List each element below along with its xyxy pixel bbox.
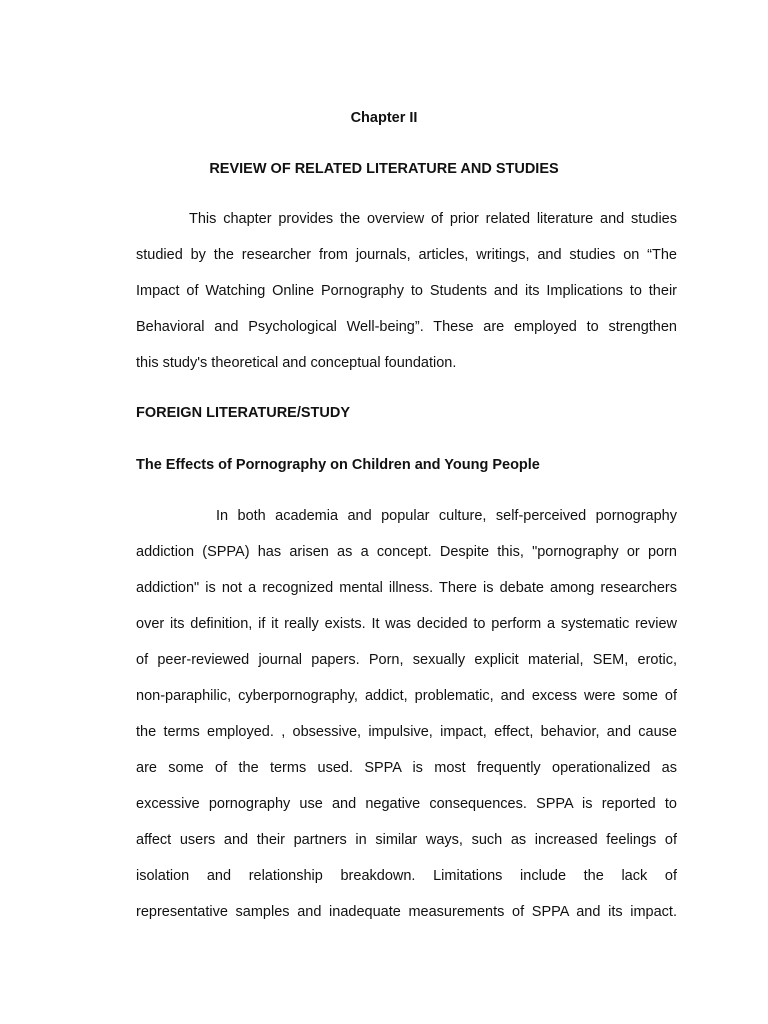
- body-line: the terms employed. , obsessive, impulsive, impact, effect, behavior, and cause: [136, 724, 677, 740]
- intro-line: Behavioral and Psychological Well-being”. These are employed to strengthen: [136, 319, 677, 335]
- body-line: affect users and their partners in similar ways, such as increased feelings of: [136, 832, 677, 848]
- intro-line: This chapter provides the overview of prior related literature and studies: [189, 211, 677, 227]
- body-line: addiction" is not a recognized mental illness. There is debate among researchers: [136, 580, 677, 596]
- body-line: of peer-reviewed journal papers. Porn, sexually explicit material, SEM, erotic,: [136, 652, 677, 668]
- body-line: In both academia and popular culture, self-perceived pornography: [216, 508, 677, 524]
- body-paragraph: [136, 506, 677, 938]
- body-line: isolation and relationship breakdown. Limitations include the lack of: [136, 868, 677, 884]
- subsection-heading: The Effects of Pornography on Children and Young People: [136, 457, 540, 473]
- body-line: are some of the terms used. SPPA is most frequently operationalized as: [136, 760, 677, 776]
- body-line: representative samples and inadequate measurements of SPPA and its impact.: [136, 904, 677, 920]
- intro-paragraph: [136, 209, 677, 389]
- intro-line: studied by the researcher from journals, articles, writings, and studies on “The: [136, 247, 677, 263]
- body-line: over its definition, if it really exists. It was decided to perform a systematic review: [136, 616, 677, 632]
- body-line: excessive pornography use and negative consequences. SPPA is reported to: [136, 796, 677, 812]
- intro-line: Impact of Watching Online Pornography to Students and its Implications to their: [136, 283, 677, 299]
- body-line: non-paraphilic, cyberpornography, addict, problematic, and excess were some of: [136, 688, 677, 704]
- section-heading: FOREIGN LITERATURE/STUDY: [136, 405, 351, 421]
- intro-line: this study's theoretical and conceptual foundation.: [136, 355, 457, 371]
- body-line: addiction (SPPA) has arisen as a concept. Despite this, "pornography or porn: [136, 544, 677, 560]
- chapter-title: REVIEW OF RELATED LITERATURE AND STUDIES: [209, 161, 559, 177]
- chapter-label: Chapter II: [350, 110, 418, 126]
